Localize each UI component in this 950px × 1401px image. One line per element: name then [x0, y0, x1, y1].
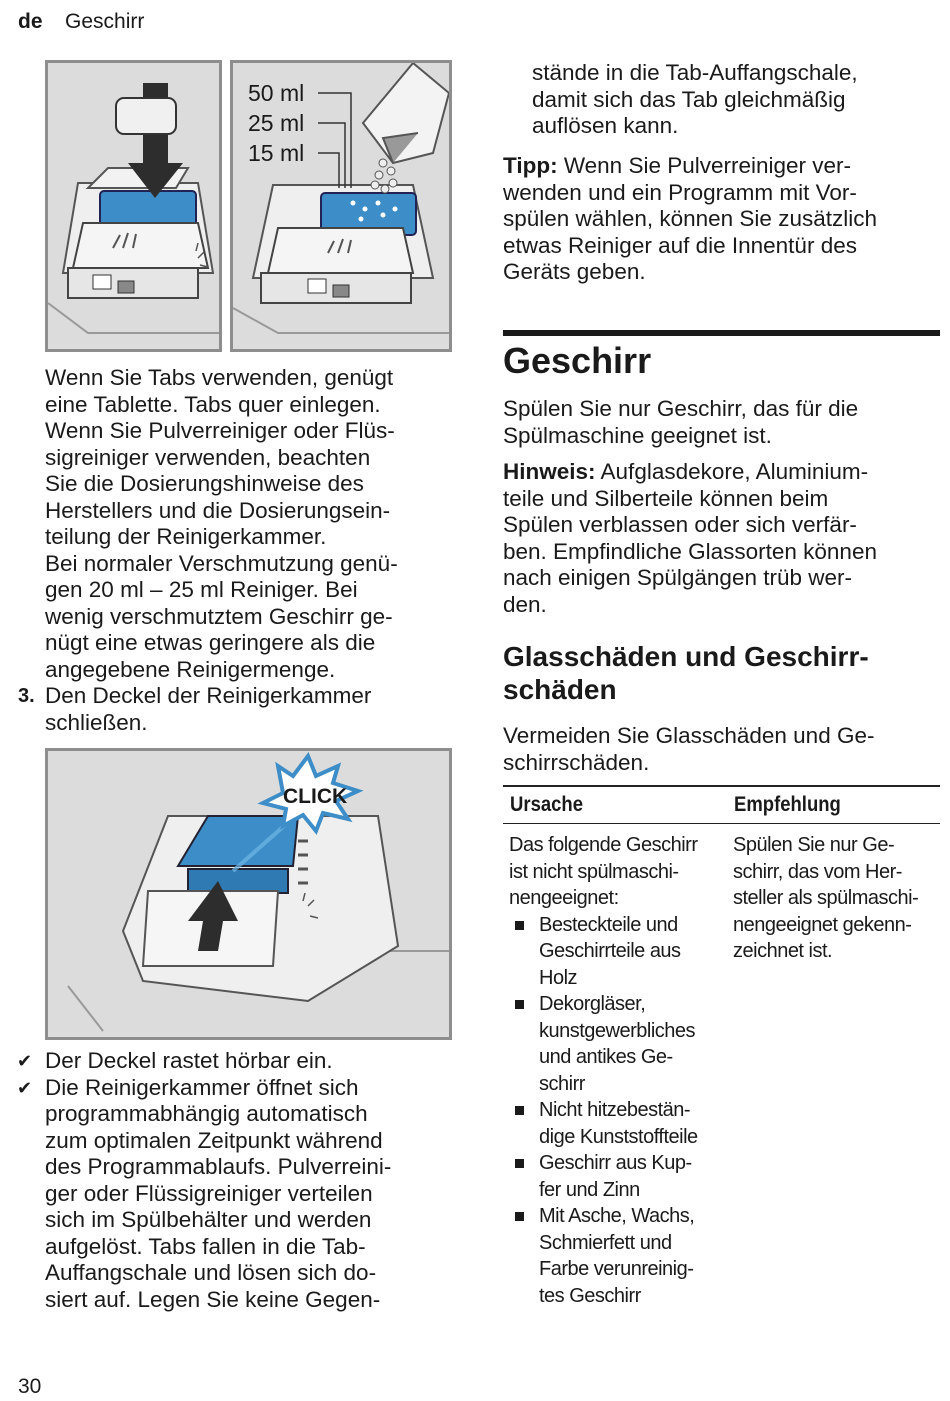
damage-table [503, 785, 940, 1309]
line: teilung der Reinigerkammer. [45, 524, 327, 549]
line: Das folgende Geschirr [509, 834, 698, 856]
line: wenden und ein Programm mit Vor- [503, 179, 857, 205]
label-15ml: 15 ml [248, 140, 305, 166]
subsection-title [503, 640, 933, 706]
result-2 [17, 1074, 455, 1314]
line: eine Tablette. Tabs quer einlegen. [45, 391, 381, 417]
dispenser-powder-illustration [233, 63, 449, 349]
line: damit sich das Tab gleichmäßig [532, 86, 846, 112]
header-language: de [18, 10, 43, 33]
line: Sie die Dosierungshinweise des [45, 471, 364, 496]
line: siert auf. Legen Sie keine Gegen- [45, 1286, 381, 1312]
right-continuation [532, 60, 942, 140]
tip-label: Tipp: [503, 153, 558, 178]
line: Spülen Sie nur Ge- [733, 834, 895, 856]
line: etwas Reiniger auf die Innentür des [503, 232, 857, 258]
line: Geräts geben. [503, 259, 646, 284]
line: angegebene Reinigermenge. [45, 656, 336, 682]
line: aufgelöst. Tabs fallen in die Tab- [45, 1233, 366, 1259]
click-label: CLICK [283, 785, 348, 808]
line: Spülen Sie nur Geschirr, das für die [503, 396, 859, 421]
section-title: Geschirr [503, 340, 652, 381]
dispenser-click-illustration [48, 751, 449, 1037]
line: sigreiniger verwenden, beachten [45, 444, 371, 470]
line: schließen. [45, 709, 148, 735]
line: spülen wählen, können Sie zusätzlich [503, 206, 877, 231]
line: schäden [503, 674, 617, 705]
line: ist nicht spülmaschi- [509, 860, 679, 883]
label-25ml: 25 ml [248, 110, 305, 136]
line: steller als spülmaschi- [733, 887, 919, 909]
line: des Programmablaufs. Pulverreini- [45, 1154, 392, 1179]
list-item: Geschirr aus Kup- fer und Zinn [509, 1150, 723, 1203]
step-3 [18, 683, 455, 736]
line: zeichnet ist. [733, 940, 833, 962]
page-number: 30 [18, 1375, 42, 1398]
line: Spülmaschine geeignet ist. [503, 422, 772, 448]
line: Wenn Sie Pulverreiniger oder Flüs- [45, 418, 395, 443]
line: Aufglasdekore, Aluminium- [595, 459, 869, 484]
line: Die Reinigerkammer öffnet sich [45, 1074, 359, 1100]
header-section: Geschirr [65, 10, 145, 33]
line: ger oder Flüssigreiniger verteilen [45, 1180, 373, 1206]
label-50ml: 50 ml [248, 80, 305, 106]
hint [503, 459, 943, 618]
line: den. [503, 591, 547, 617]
cause-list [509, 912, 723, 1310]
recommendation-cell [727, 824, 940, 1310]
cause-cell [503, 824, 727, 1310]
line: Herstellers und die Dosierungsein- [45, 497, 391, 523]
step-number: 3. [18, 685, 35, 707]
list-item: Besteckteile und Geschirrteile aus Holz [509, 912, 723, 992]
subsection-intro [503, 723, 943, 776]
line: ben. Empfindliche Glassorten können [503, 538, 877, 564]
check-icon: ✔ [17, 1077, 33, 1098]
table-row [503, 824, 940, 1310]
figure-close-lid [45, 748, 452, 1040]
hint-label: Hinweis: [503, 459, 596, 484]
figure-tab-insert [45, 60, 222, 352]
line: auflösen kann. [532, 113, 679, 138]
section-rule [503, 330, 940, 336]
line: Wenn Sie Tabs verwenden, genügt [45, 365, 394, 390]
line: schirr, das vom Her- [733, 860, 902, 883]
check-icon: ✔ [17, 1051, 33, 1071]
line: Bei normaler Verschmutzung genü- [45, 550, 398, 576]
col-header-recommendation: Empfehlung [727, 786, 914, 824]
tip [503, 153, 943, 286]
list-item: Nicht hitzebestän- dige Kunststoffteile [509, 1097, 723, 1150]
line: zum optimalen Zeitpunkt während [45, 1127, 383, 1153]
line: Glasschäden und Geschirr- [503, 641, 869, 672]
list-item: Mit Asche, Wachs, Schmierfett und Farbe verunreinig- tes Geschirr [509, 1203, 723, 1309]
line: nach einigen Spülgängen trüb wer- [503, 565, 852, 590]
line: nügt eine etwas geringere als die [45, 630, 376, 655]
line: stände in die Tab-Auffangschale, [532, 60, 858, 85]
line: wenig verschmutztem Geschirr ge- [45, 603, 393, 629]
line: nengeeignet: [509, 887, 619, 909]
dispenser-tab-illustration [48, 63, 219, 349]
results [17, 1048, 455, 1313]
line: Wenn Sie Pulverreiniger ver- [557, 153, 852, 178]
line: Vermeiden Sie Glasschäden und Ge- [503, 723, 875, 748]
line: Spülen verblassen oder sich verfär- [503, 512, 857, 537]
line: Der Deckel rastet hörbar ein. [45, 1048, 333, 1073]
line: nengeeignet gekenn- [733, 913, 912, 936]
line: gen 20 ml – 25 ml Reiniger. Bei [45, 577, 358, 602]
para-tabs [45, 365, 455, 551]
line: schirrschäden. [503, 749, 650, 775]
para-dosage [45, 551, 455, 684]
list-item: Dekorgläser, kunstgewerbliches und antikes Ge- schirr [509, 991, 723, 1097]
line: teile und Silberteile können beim [503, 485, 829, 511]
line: sich im Spülbehälter und werden [45, 1207, 372, 1232]
line: programmabhängig automatisch [45, 1101, 368, 1126]
intro [503, 396, 943, 449]
col-header-cause: Ursache [503, 786, 700, 824]
figure-powder-dosing [230, 60, 452, 352]
result-1 [17, 1048, 455, 1075]
line: Auffangschale und lösen sich do- [45, 1260, 377, 1285]
line: Den Deckel der Reinigerkammer [45, 683, 372, 708]
left-column [18, 365, 455, 736]
